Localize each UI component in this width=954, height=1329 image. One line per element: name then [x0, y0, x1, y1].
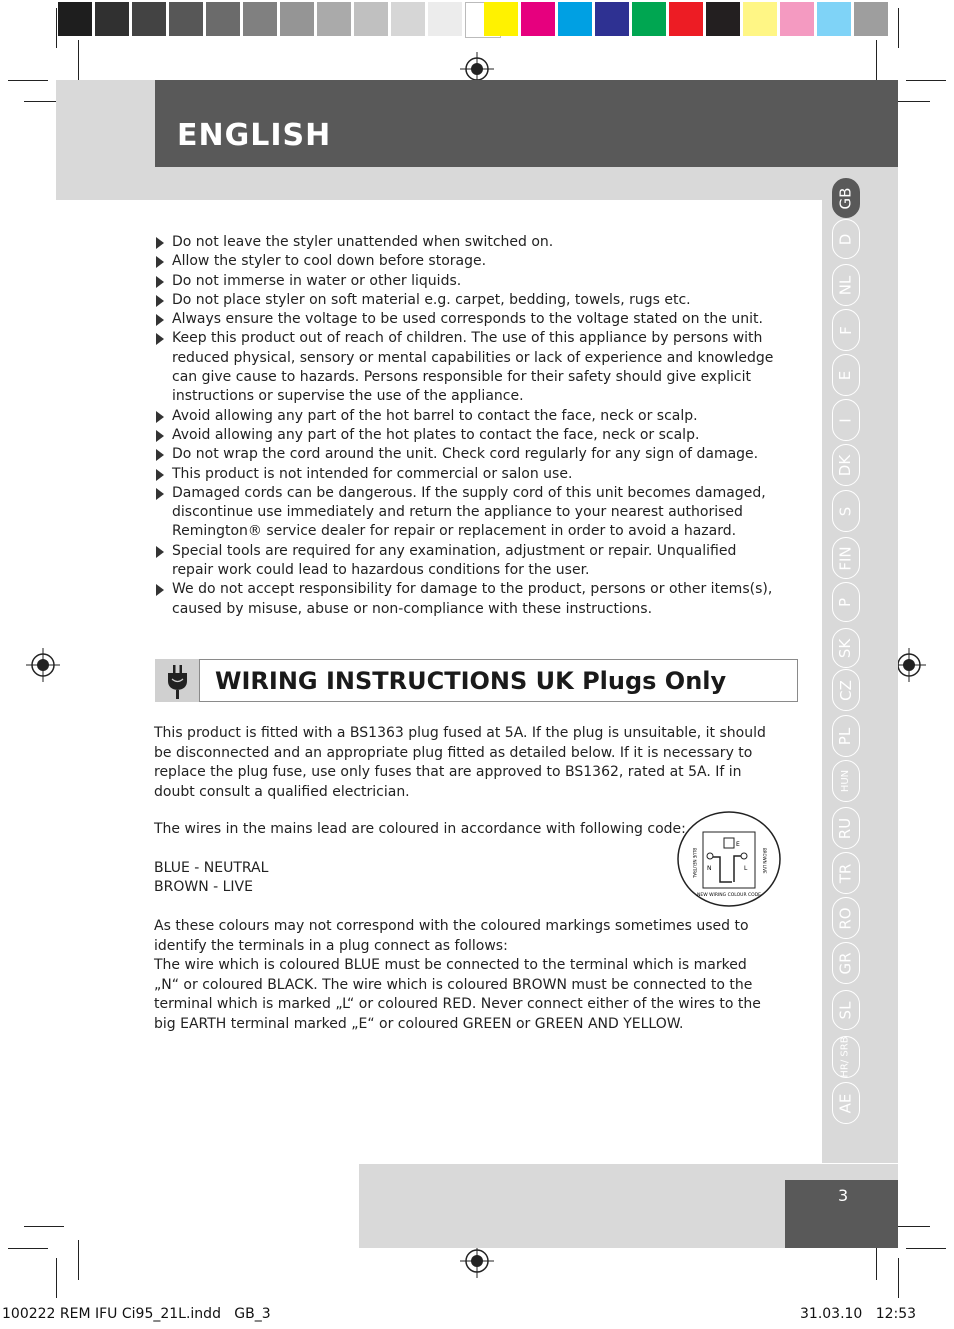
process-color-swatch	[669, 2, 703, 36]
bullet-item: Allow the styler to cool down before storage.	[154, 252, 774, 271]
language-tab-dk[interactable]	[832, 444, 860, 486]
language-tab-ae[interactable]	[832, 1082, 860, 1124]
language-tab-label: E	[836, 370, 855, 380]
grey-swatch	[354, 2, 388, 36]
language-tab-f[interactable]	[832, 309, 860, 351]
language-tab-gr[interactable]	[832, 942, 860, 984]
process-color-swatch	[743, 2, 777, 36]
process-color-swatch	[595, 2, 629, 36]
bullet-item: Do not leave the styler unattended when switched on.	[154, 233, 774, 252]
language-tab-ru[interactable]	[832, 807, 860, 849]
language-tab-d[interactable]	[832, 219, 860, 259]
language-tab-label: F	[836, 325, 855, 335]
bullet-item: Do not immerse in water or other liquids.	[154, 272, 774, 291]
plug-wiring-diagram	[676, 810, 782, 908]
bullet-item: Avoid allowing any part of the hot plates to contact the face, neck or scalp.	[154, 426, 774, 445]
language-tab-label: SL	[836, 1001, 855, 1019]
language-tab-label: GR	[836, 951, 855, 975]
bullet-item: Do not place styler on soft material e.g. carpet, bedding, towels, rugs etc.	[154, 291, 774, 310]
language-tab-label: GB	[836, 187, 855, 209]
bullet-item: We do not accept responsibility for damage to the product, persons or other items(s), caused by misuse, abuse or non-compliance with these instructions.	[154, 580, 774, 619]
language-tab-label: PL	[836, 727, 855, 745]
language-tab-label: RU	[836, 817, 855, 839]
language-tab-e[interactable]	[832, 354, 860, 396]
process-color-swatch	[484, 2, 518, 36]
process-color-swatch	[632, 2, 666, 36]
language-tab-p[interactable]	[832, 582, 860, 622]
grey-swatch	[95, 2, 129, 36]
grey-swatch	[243, 2, 277, 36]
grey-swatch	[428, 2, 462, 36]
language-tab-hun[interactable]	[832, 760, 860, 802]
footer-file-info: 100222 REM IFU Ci95_21L.indd GB_3	[2, 1306, 271, 1322]
wiring-paragraph-fuse: This product is fitted with a BS1363 plug fused at 5A. If the plug is unsuitable, it should be disconnected and an appropriate plug fitted as detailed below. If it is necessary to replace the plug fuse, use only fuses that are approved to BS1362, rated at 5A. If in doubt consult a qualified electrician.	[154, 725, 766, 800]
registration-mark-icon	[26, 648, 60, 682]
bullet-item: Avoid allowing any part of the hot barrel to contact the face, neck or scalp.	[154, 407, 774, 426]
language-tab-label: P	[836, 597, 855, 607]
diagram-caption: NEW WIRING COLOUR CODE	[696, 893, 762, 898]
language-tab-label: SK	[836, 638, 855, 658]
wire-code-brown: BROWN - LIVE	[154, 879, 253, 895]
bullet-item: Special tools are required for any examination, adjustment or repair. Unqualified repair work could lead to hazardous conditions for the user.	[154, 542, 774, 581]
process-color-swatch	[854, 2, 888, 36]
wiring-paragraph-terminals: As these colours may not correspond with the coloured markings sometimes used to identify the terminals in a plug connect as follows:	[154, 918, 749, 954]
process-color-swatch	[780, 2, 814, 36]
language-tab-nl[interactable]	[832, 264, 860, 306]
language-tab-label: CZ	[836, 679, 855, 701]
language-tab-cz[interactable]	[832, 669, 860, 711]
grey-swatch	[169, 2, 203, 36]
footer-date-time: 31.03.10 12:53	[800, 1306, 917, 1322]
bullet-item: Always ensure the voltage to be used corresponds to the voltage stated on the unit.	[154, 310, 774, 329]
page-number: 3	[838, 1186, 849, 1205]
process-color-swatch	[521, 2, 555, 36]
diagram-label-e: E	[736, 841, 740, 848]
language-tab-label: D	[836, 233, 855, 245]
language-tab-sk[interactable]	[832, 628, 860, 668]
language-tab-label: S	[836, 506, 855, 516]
language-tab-sl[interactable]	[832, 990, 860, 1030]
plug-icon-box	[155, 659, 200, 702]
language-tab-label: HR/ SRB	[840, 1036, 852, 1078]
language-tab-label: I	[836, 417, 855, 423]
bullet-item: Damaged cords can be dangerous. If the supply cord of this unit becomes damaged, discontinue use immediately and return the appliance to your nearest authorised Remington® service dealer for repair or replacement in order to avoid a hazard.	[154, 484, 774, 542]
grey-swatch	[280, 2, 314, 36]
language-tab-label: HUN	[839, 769, 851, 793]
language-tab-label: FIN	[836, 545, 855, 571]
language-tab-pl[interactable]	[832, 715, 860, 757]
grey-swatch	[317, 2, 351, 36]
page-title: ENGLISH	[177, 118, 332, 153]
diagram-label-n: N	[707, 865, 712, 872]
grey-swatch	[58, 2, 92, 36]
process-color-swatch	[817, 2, 851, 36]
language-tab-label: DK	[836, 454, 855, 476]
language-tab-fin[interactable]	[832, 537, 860, 579]
bullet-item: Keep this product out of reach of children. The use of this appliance by persons with reduced physical, sensory or mental capabilities or lack of experience and knowledge can give cause to hazards. Persons responsible for their safety should give explicit instructions or supervise the use of the appliance.	[154, 329, 774, 406]
bullet-item: Do not wrap the cord around the unit. Check cord regularly for any sign of damage.	[154, 445, 774, 464]
wiring-paragraph-connect: The wire which is coloured BLUE must be connected to the terminal which is marked „N“ or coloured BLACK. The wire which is coloured BROWN must be connected to the terminal which is marked „L“ or coloured RED. Never connect either of the wires to the big EARTH terminal marked „E“ or coloured GREEN or GREEN AND YELLOW.	[154, 957, 761, 1032]
language-tab-label: TR	[836, 863, 855, 883]
language-tab-label: NL	[836, 275, 855, 295]
language-tab-hrsrb[interactable]	[832, 1036, 860, 1078]
language-tab-s[interactable]	[832, 490, 860, 532]
process-color-swatch	[558, 2, 592, 36]
language-tab-ro[interactable]	[832, 897, 860, 939]
language-tab-gb[interactable]	[832, 178, 860, 218]
language-tab-i[interactable]	[832, 399, 860, 441]
diagram-label-l: L	[744, 865, 748, 872]
safety-bullet-list	[154, 233, 774, 619]
diagram-left-label: BLUE NEUTRAL	[692, 848, 697, 878]
wiring-title: WIRING INSTRUCTIONS UK Plugs Only	[215, 667, 727, 695]
grey-swatch	[206, 2, 240, 36]
language-tab-label: AE	[836, 1093, 855, 1113]
language-tab-label: RO	[836, 906, 855, 930]
process-color-swatch	[706, 2, 740, 36]
grey-swatch	[391, 2, 425, 36]
bullet-item: This product is not intended for commercial or salon use.	[154, 465, 774, 484]
wire-code-blue: BLUE - NEUTRAL	[154, 860, 269, 876]
plug-icon	[155, 659, 200, 702]
diagram-right-label: BROWN LIVE	[762, 848, 767, 874]
registration-mark-icon	[460, 1244, 494, 1278]
language-tab-tr[interactable]	[832, 852, 860, 894]
grey-swatch	[132, 2, 166, 36]
wiring-paragraph-code: The wires in the mains lead are coloured in accordance with following code:	[154, 821, 686, 837]
